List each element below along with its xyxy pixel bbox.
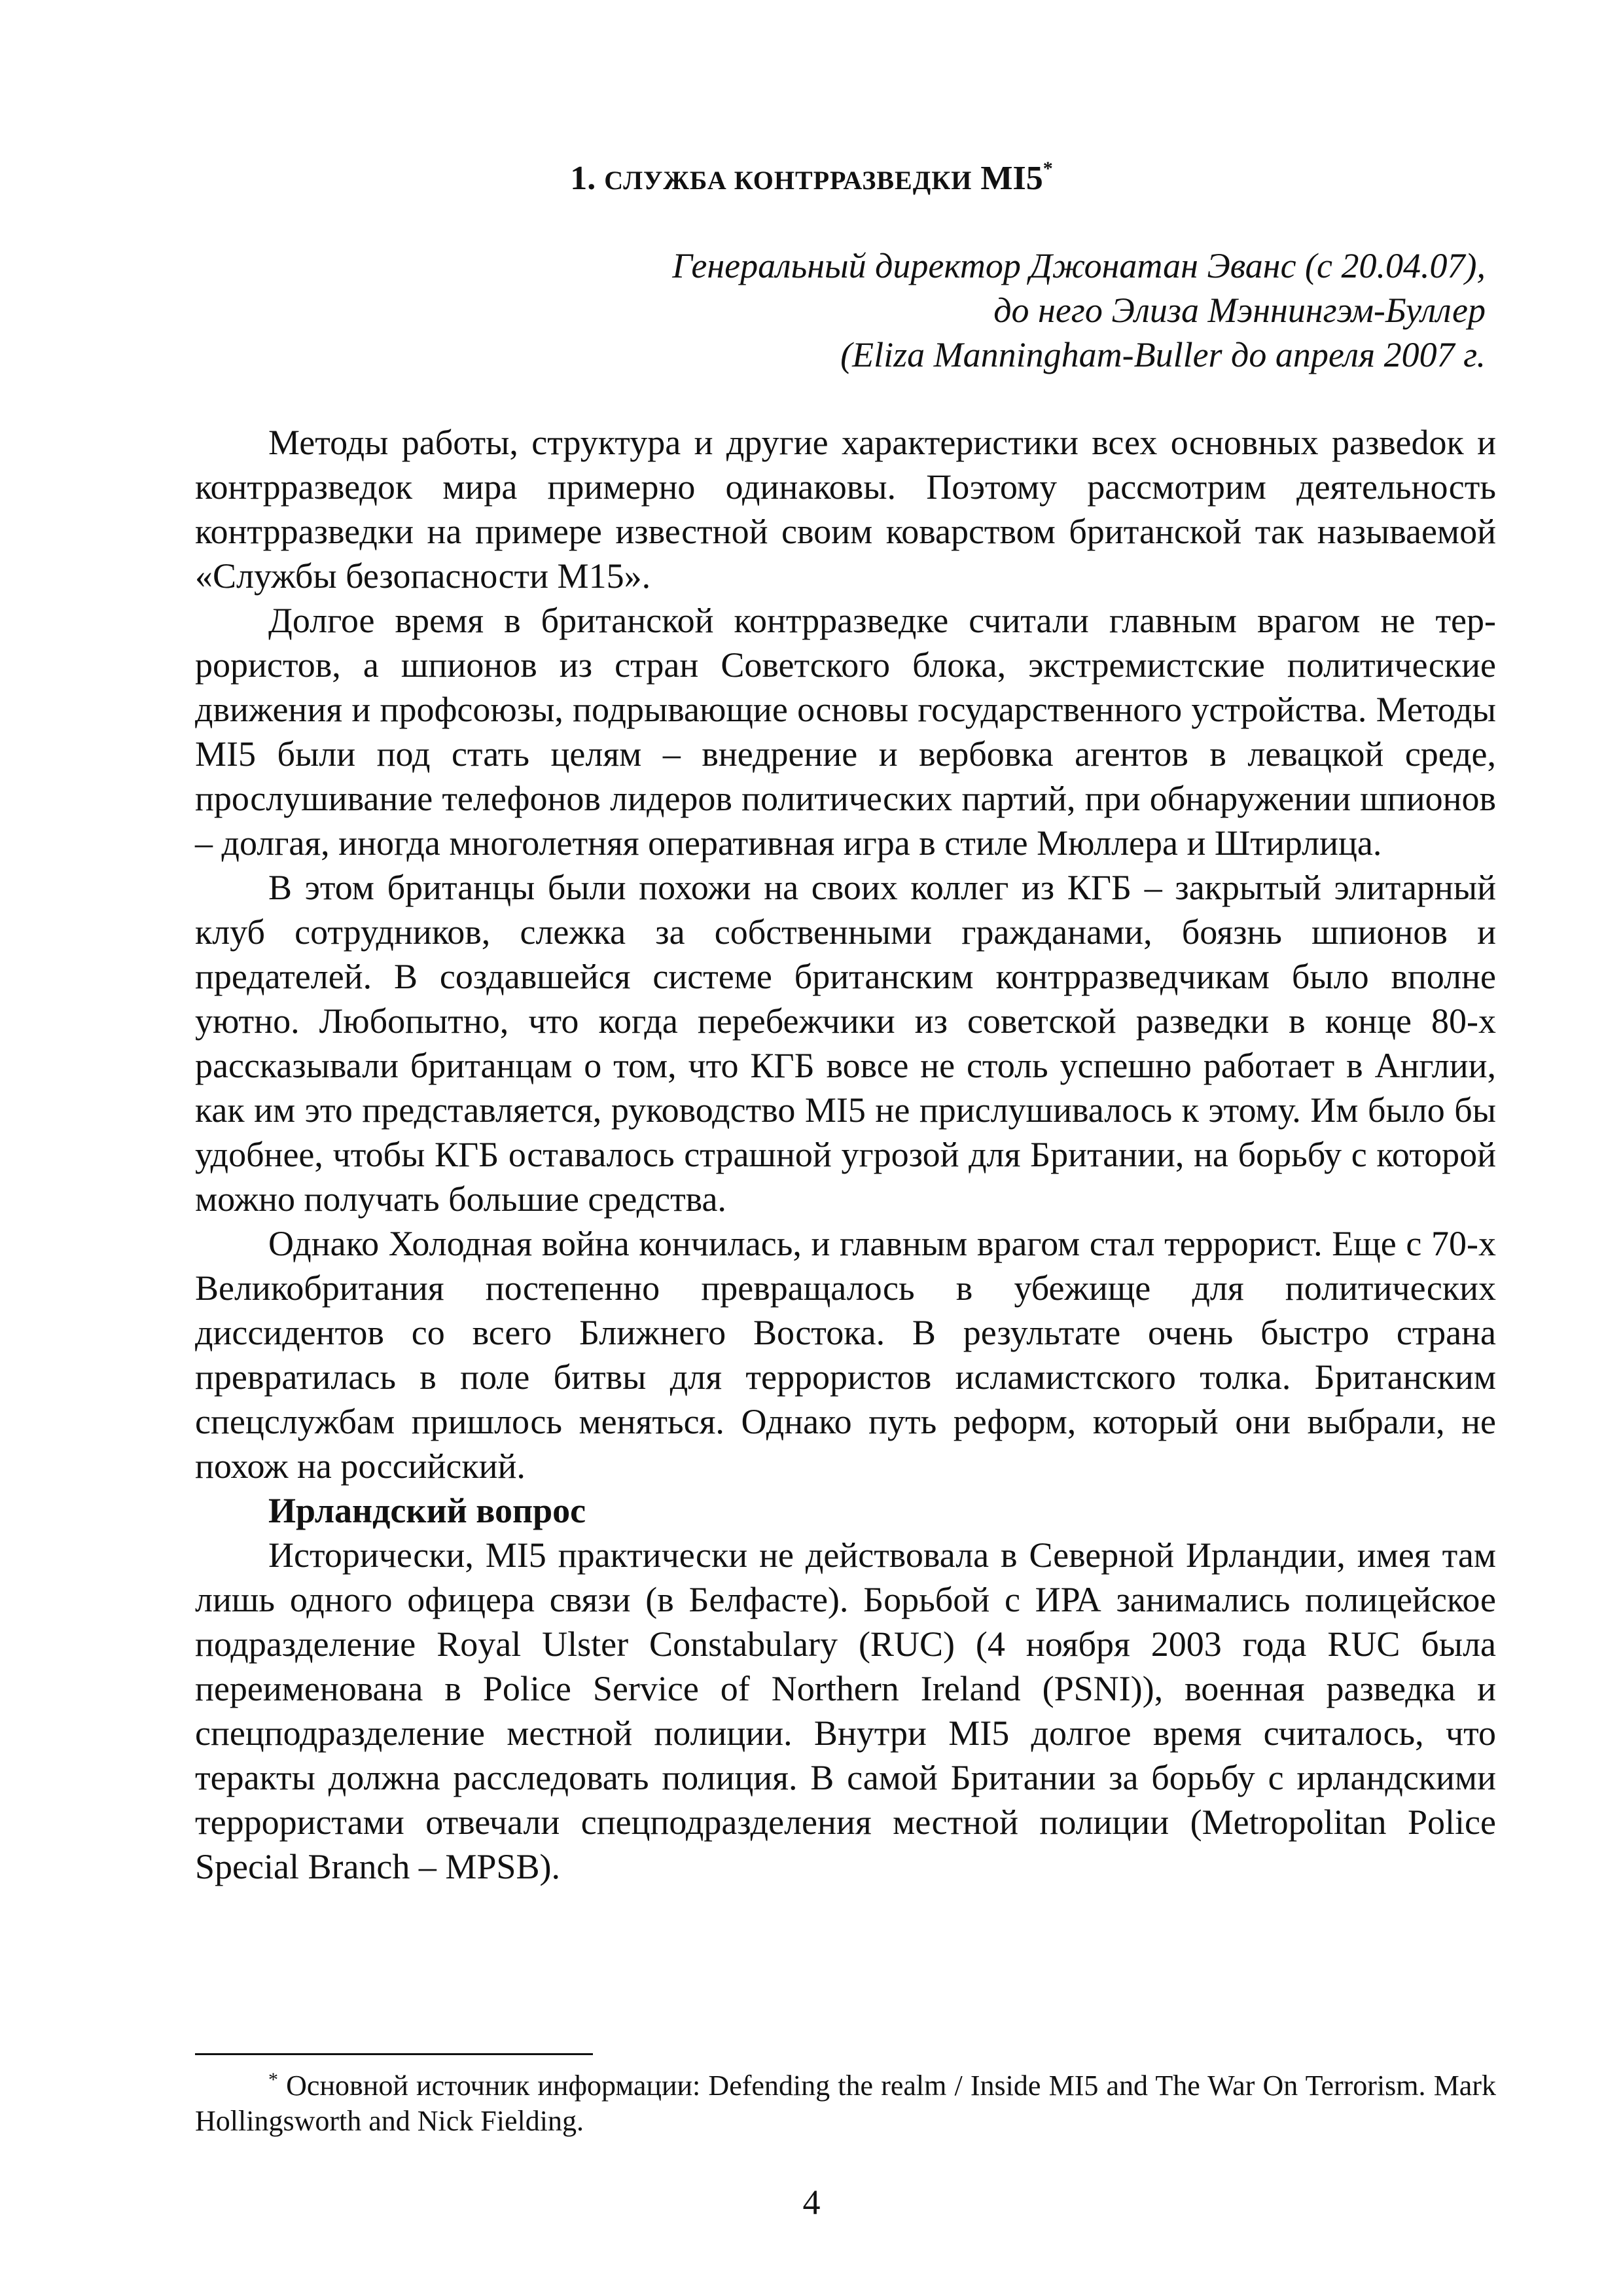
chapter-title-code: MI5 bbox=[980, 160, 1043, 197]
epigraph-line: (Eliza Manningham-Buller до апреля 2007 г. bbox=[840, 335, 1486, 374]
chapter-title-text: СЛУЖБА КОНТРРАЗВЕДКИ bbox=[604, 166, 972, 195]
paragraph: В этом британцы были похожи на своих коллег из КГБ – закрытый элитарный клуб сотрудников, слежка за собственными гражданами, боязнь шпионов и предателей. В создавшейся системе британским контрразведчикам было вполне уютно. Любопытно, что когда перебежчики из советской разведки в конце 80-х рассказывали британцам о том, что КГБ вовсе не столь успешно работает в Англии, как им это представляется, руководство MI5 не прислушивалось к этому. Им было бы удобнее, чтобы КГБ оставалось страшной угрозой для Британии, на борьбу с которой можно получать большие средства. bbox=[195, 868, 1496, 1219]
main-text bbox=[195, 420, 1496, 1889]
chapter-number: 1. bbox=[570, 160, 596, 197]
footnote-reference-marker[interactable]: * bbox=[1043, 158, 1053, 179]
epigraph-line: до него Элиза Мэннингэм-Буллер bbox=[993, 291, 1486, 330]
section-subheading: Ирландский вопрос bbox=[268, 1491, 586, 1530]
page-number: 4 bbox=[802, 2183, 821, 2222]
paragraph: Однако Холодная война кончилась, и главным врагом стал террорист. Еще с 70-х Великобритания постепенно превращалось в убежище для политических диссидентов со всего Ближнего Востока. В результате очень быстро страна превратилась в поле битвы для террористов исламистского толка. Британским спецслужбам пришлось меняться. Однако путь реформ, который они выбрали, не похож на российский. bbox=[195, 1224, 1496, 1486]
epigraph bbox=[373, 243, 1486, 377]
footnote-text: Основной источник информации: Defending the realm / Inside MI5 and The War On Terrorism. Mark Hollingsworth and Nick Fielding. bbox=[195, 2070, 1496, 2137]
paragraph: Методы работы, структура и другие характеристики всех основных развеdок и контрразведок мира примерно одинаковы. Поэтому рассмотрим деятельность контрразведки на примере известной своим коварством британской так называемой «Службы безопасности М15». bbox=[195, 423, 1496, 596]
paragraph: Долгое время в британской контрразведке считали главным врагом не террористов, а шпионов из стран Советского блока, экстремистские политические движения и профсоюзы, подрывающие основы государственного устройства. Методы MI5 были под стать целям – внедрение и вербовка агентов в левацкой среде, прослушивание телефонов лидеров политических партий, при обнаружении шпионов – долгая, иногда многолетняя оперативная игра в стиле Мюллера и Штирлица. bbox=[195, 601, 1496, 863]
paragraph: Исторически, MI5 практически не действовала в Северной Ирландии, имея там лишь одного офицера связи (в Белфасте). Борьбой с ИРА занимались полицейское подразделение Royal Ulster Constabulary (RUC) (4 ноября 2003 года RUC была переименована в Police Service of Northern Ireland (PSNI)), военная разведка и спецподразделение местной полиции. Внутри MI5 долгое время считалось, что теракты должна расследовать полиция. В самой Британии за борьбу с ирландскими террористами отвечали спецподразделения местной полиции (Metropolitan Police Special Branch – MPSB). bbox=[195, 1535, 1496, 1886]
chapter-title bbox=[0, 156, 1623, 204]
footnote bbox=[195, 2068, 1496, 2139]
footnote-separator bbox=[195, 2053, 593, 2055]
epigraph-line: Генеральный директор Джонатан Эванс (с 20.04.07), bbox=[672, 246, 1486, 285]
footnote-marker: * bbox=[268, 2069, 278, 2090]
